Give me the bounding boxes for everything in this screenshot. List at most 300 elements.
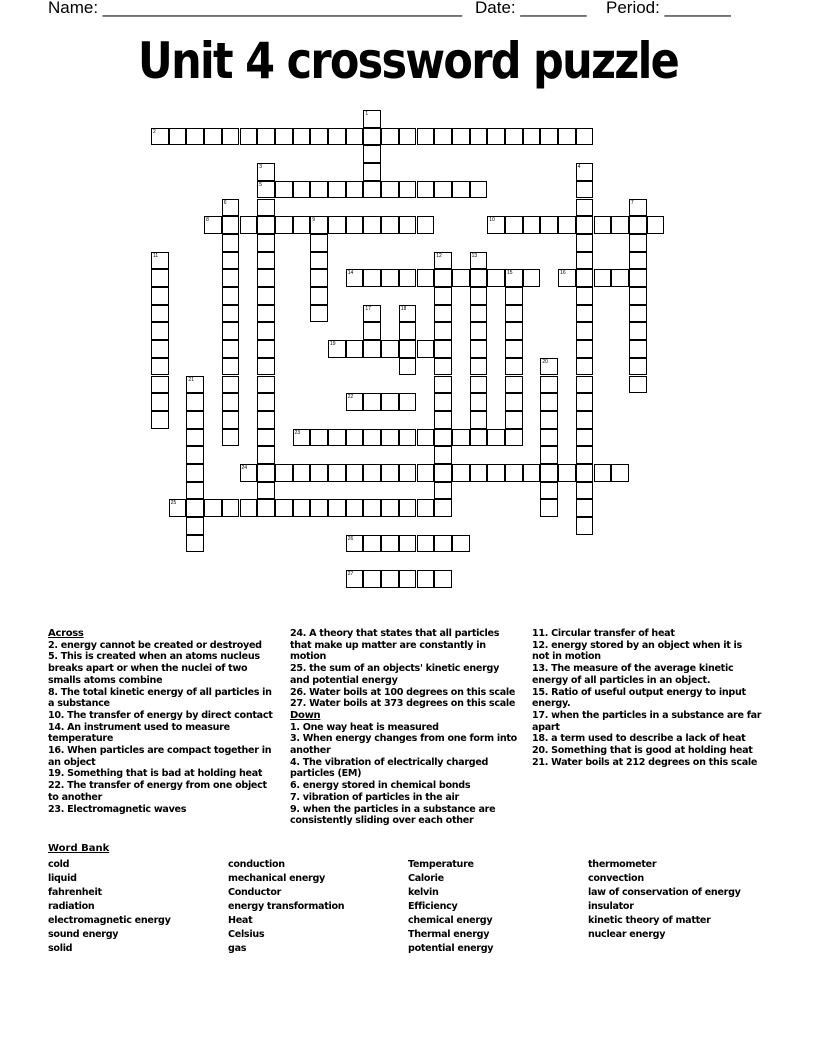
crossword-cell[interactable] bbox=[558, 464, 576, 482]
crossword-cell[interactable] bbox=[629, 322, 647, 340]
crossword-cell[interactable] bbox=[434, 376, 452, 394]
crossword-cell[interactable] bbox=[222, 199, 240, 217]
crossword-cell[interactable] bbox=[257, 393, 275, 411]
crossword-cell[interactable] bbox=[576, 358, 594, 376]
crossword-cell[interactable] bbox=[328, 464, 346, 482]
crossword-cell[interactable] bbox=[346, 340, 364, 358]
crossword-cell[interactable] bbox=[186, 446, 204, 464]
crossword-cell[interactable] bbox=[310, 181, 328, 199]
crossword-cell[interactable] bbox=[505, 287, 523, 305]
crossword-cell[interactable] bbox=[434, 411, 452, 429]
crossword-cell[interactable] bbox=[363, 216, 381, 234]
crossword-cell[interactable] bbox=[505, 393, 523, 411]
crossword-cell[interactable] bbox=[611, 216, 629, 234]
crossword-cell[interactable] bbox=[540, 482, 558, 500]
crossword-cell[interactable] bbox=[363, 393, 381, 411]
crossword-cell[interactable] bbox=[434, 499, 452, 517]
crossword-cell[interactable] bbox=[204, 216, 222, 234]
crossword-cell[interactable] bbox=[417, 499, 435, 517]
crossword-cell[interactable] bbox=[257, 181, 275, 199]
crossword-cell[interactable] bbox=[151, 358, 169, 376]
crossword-cell[interactable] bbox=[169, 499, 187, 517]
crossword-cell[interactable] bbox=[328, 128, 346, 146]
crossword-cell[interactable] bbox=[363, 305, 381, 323]
crossword-cell[interactable] bbox=[293, 181, 311, 199]
crossword-cell[interactable] bbox=[222, 411, 240, 429]
crossword-cell[interactable] bbox=[540, 128, 558, 146]
crossword-cell[interactable] bbox=[257, 234, 275, 252]
crossword-cell[interactable] bbox=[452, 181, 470, 199]
crossword-cell[interactable] bbox=[222, 340, 240, 358]
clue-number: 4 bbox=[577, 164, 581, 171]
crossword-cell[interactable] bbox=[470, 181, 488, 199]
crossword-cell[interactable] bbox=[558, 128, 576, 146]
crossword-cell[interactable] bbox=[487, 429, 505, 447]
crossword-cell[interactable] bbox=[151, 340, 169, 358]
crossword-cell[interactable] bbox=[363, 499, 381, 517]
crossword-cell[interactable] bbox=[186, 429, 204, 447]
crossword-cell[interactable] bbox=[169, 128, 187, 146]
crossword-cell[interactable] bbox=[399, 464, 417, 482]
down-clue: 17. when the particles in a substance are far apart bbox=[532, 709, 762, 733]
crossword-cell[interactable] bbox=[505, 429, 523, 447]
crossword-cell[interactable] bbox=[434, 570, 452, 588]
crossword-cell[interactable] bbox=[222, 287, 240, 305]
crossword-cell[interactable] bbox=[470, 393, 488, 411]
crossword-cell[interactable] bbox=[434, 464, 452, 482]
crossword-cell[interactable] bbox=[363, 181, 381, 199]
word-bank-item: nuclear energy bbox=[588, 929, 666, 940]
crossword-cell[interactable] bbox=[611, 269, 629, 287]
crossword-cell[interactable] bbox=[434, 322, 452, 340]
crossword-cell[interactable] bbox=[576, 482, 594, 500]
crossword-cell[interactable] bbox=[257, 305, 275, 323]
crossword-cell[interactable] bbox=[381, 340, 399, 358]
crossword-cell[interactable] bbox=[363, 163, 381, 181]
crossword-cell[interactable] bbox=[275, 128, 293, 146]
crossword-cell[interactable] bbox=[346, 464, 364, 482]
down-heading: Down bbox=[290, 709, 321, 721]
word-bank-column-1 bbox=[48, 858, 171, 956]
crossword-cell[interactable] bbox=[629, 252, 647, 270]
crossword-cell[interactable] bbox=[470, 287, 488, 305]
crossword-cell[interactable] bbox=[222, 358, 240, 376]
crossword-cell[interactable] bbox=[470, 358, 488, 376]
crossword-cell[interactable] bbox=[363, 110, 381, 128]
crossword-cell[interactable] bbox=[381, 181, 399, 199]
crossword-cell[interactable] bbox=[399, 358, 417, 376]
crossword-cell[interactable] bbox=[186, 464, 204, 482]
crossword-cell[interactable] bbox=[363, 145, 381, 163]
crossword-cell[interactable] bbox=[576, 269, 594, 287]
crossword-cell[interactable] bbox=[381, 269, 399, 287]
word-bank-item: liquid bbox=[48, 873, 77, 884]
crossword-cell[interactable] bbox=[540, 376, 558, 394]
crossword-cell[interactable] bbox=[346, 535, 364, 553]
crossword-cell[interactable] bbox=[629, 340, 647, 358]
crossword-cell[interactable] bbox=[293, 429, 311, 447]
crossword-cell[interactable] bbox=[222, 216, 240, 234]
crossword-cell[interactable] bbox=[257, 216, 275, 234]
word-bank-heading: Word Bank bbox=[48, 843, 110, 854]
crossword-cell[interactable] bbox=[417, 464, 435, 482]
crossword-cell[interactable] bbox=[346, 429, 364, 447]
crossword-cell[interactable] bbox=[186, 376, 204, 394]
crossword-cell[interactable] bbox=[310, 252, 328, 270]
clue-number: 5 bbox=[259, 181, 262, 188]
crossword-cell[interactable] bbox=[576, 181, 594, 199]
crossword-cell[interactable] bbox=[310, 429, 328, 447]
crossword-cell[interactable] bbox=[417, 128, 435, 146]
word-bank-item: conduction bbox=[228, 859, 285, 870]
crossword-cell[interactable] bbox=[381, 570, 399, 588]
crossword-cell[interactable] bbox=[240, 128, 258, 146]
crossword-cell[interactable] bbox=[293, 216, 311, 234]
crossword-cell[interactable] bbox=[647, 216, 665, 234]
crossword-cell[interactable] bbox=[434, 252, 452, 270]
crossword-cell[interactable] bbox=[417, 181, 435, 199]
crossword-cell[interactable] bbox=[363, 340, 381, 358]
crossword-cell[interactable] bbox=[310, 499, 328, 517]
crossword-cell[interactable] bbox=[434, 181, 452, 199]
crossword-cell[interactable] bbox=[576, 340, 594, 358]
crossword-cell[interactable] bbox=[328, 216, 346, 234]
crossword-cell[interactable] bbox=[470, 464, 488, 482]
crossword-cell[interactable] bbox=[310, 287, 328, 305]
crossword-cell[interactable] bbox=[381, 464, 399, 482]
crossword-cell[interactable] bbox=[434, 482, 452, 500]
clue-number: 15 bbox=[507, 270, 513, 277]
crossword-cell[interactable] bbox=[257, 340, 275, 358]
crossword-cell[interactable] bbox=[540, 429, 558, 447]
word-bank-item: fahrenheit bbox=[48, 887, 102, 898]
crossword-cell[interactable] bbox=[417, 535, 435, 553]
crossword-cell[interactable] bbox=[222, 128, 240, 146]
crossword-cell[interactable] bbox=[594, 216, 612, 234]
crossword-cell[interactable] bbox=[576, 252, 594, 270]
crossword-cell[interactable] bbox=[399, 181, 417, 199]
crossword-cell[interactable] bbox=[363, 269, 381, 287]
crossword-cell[interactable] bbox=[576, 199, 594, 217]
crossword-cell[interactable] bbox=[399, 216, 417, 234]
period-field[interactable]: Period: _______ bbox=[606, 0, 731, 17]
crossword-cell[interactable] bbox=[399, 340, 417, 358]
crossword-cell[interactable] bbox=[293, 499, 311, 517]
crossword-cell[interactable] bbox=[151, 252, 169, 270]
crossword-cell[interactable] bbox=[540, 358, 558, 376]
down-clue: 18. a term used to describe a lack of heat bbox=[532, 733, 746, 745]
crossword-cell[interactable] bbox=[470, 322, 488, 340]
crossword-cell[interactable] bbox=[434, 287, 452, 305]
crossword-cell[interactable] bbox=[240, 216, 258, 234]
crossword-cell[interactable] bbox=[540, 499, 558, 517]
crossword-cell[interactable] bbox=[293, 464, 311, 482]
word-bank-item: radiation bbox=[48, 901, 95, 912]
crossword-cell[interactable] bbox=[151, 376, 169, 394]
crossword-cell[interactable] bbox=[257, 482, 275, 500]
crossword-cell[interactable] bbox=[204, 499, 222, 517]
crossword-cell[interactable] bbox=[417, 570, 435, 588]
crossword-cell[interactable] bbox=[417, 340, 435, 358]
crossword-cell[interactable] bbox=[594, 464, 612, 482]
crossword-cell[interactable] bbox=[576, 376, 594, 394]
crossword-cell[interactable] bbox=[363, 535, 381, 553]
crossword-cell[interactable] bbox=[523, 464, 541, 482]
crossword-cell[interactable] bbox=[310, 464, 328, 482]
crossword-cell[interactable] bbox=[487, 269, 505, 287]
crossword-cell[interactable] bbox=[576, 287, 594, 305]
crossword-cell[interactable] bbox=[363, 464, 381, 482]
crossword-cell[interactable] bbox=[257, 322, 275, 340]
crossword-cell[interactable] bbox=[523, 269, 541, 287]
crossword-cell[interactable] bbox=[576, 464, 594, 482]
crossword-cell[interactable] bbox=[470, 429, 488, 447]
crossword-cell[interactable] bbox=[346, 128, 364, 146]
crossword-cell[interactable] bbox=[576, 305, 594, 323]
crossword-cell[interactable] bbox=[222, 376, 240, 394]
crossword-cell[interactable] bbox=[257, 163, 275, 181]
crossword-cell[interactable] bbox=[540, 446, 558, 464]
crossword-cell[interactable] bbox=[629, 358, 647, 376]
crossword-cell[interactable] bbox=[434, 340, 452, 358]
crossword-cell[interactable] bbox=[346, 393, 364, 411]
crossword-cell[interactable] bbox=[576, 517, 594, 535]
crossword-cell[interactable] bbox=[629, 199, 647, 217]
crossword-cell[interactable] bbox=[505, 216, 523, 234]
word-bank-item: solid bbox=[48, 943, 73, 954]
crossword-cell[interactable] bbox=[576, 499, 594, 517]
across-clue: 10. The transfer of energy by direct contact bbox=[48, 709, 273, 721]
crossword-cell[interactable] bbox=[629, 287, 647, 305]
crossword-cell[interactable] bbox=[505, 358, 523, 376]
crossword-cell[interactable] bbox=[399, 305, 417, 323]
crossword-cell[interactable] bbox=[186, 411, 204, 429]
crossword-cell[interactable] bbox=[363, 570, 381, 588]
crossword-cell[interactable] bbox=[381, 393, 399, 411]
crossword-cell[interactable] bbox=[222, 393, 240, 411]
crossword-cell[interactable] bbox=[434, 393, 452, 411]
crossword-cell[interactable] bbox=[310, 128, 328, 146]
crossword-cell[interactable] bbox=[363, 322, 381, 340]
crossword-cell[interactable] bbox=[151, 393, 169, 411]
crossword-cell[interactable] bbox=[452, 128, 470, 146]
crossword-cell[interactable] bbox=[257, 376, 275, 394]
crossword-cell[interactable] bbox=[434, 305, 452, 323]
crossword-cell[interactable] bbox=[346, 570, 364, 588]
crossword-cell[interactable] bbox=[328, 181, 346, 199]
crossword-cell[interactable] bbox=[629, 305, 647, 323]
crossword-cell[interactable] bbox=[523, 216, 541, 234]
crossword-cell[interactable] bbox=[186, 393, 204, 411]
crossword-cell[interactable] bbox=[186, 517, 204, 535]
crossword-cell[interactable] bbox=[629, 376, 647, 394]
clue-number: 20 bbox=[542, 358, 548, 365]
crossword-cell[interactable] bbox=[399, 393, 417, 411]
crossword-cell[interactable] bbox=[257, 199, 275, 217]
crossword-cell[interactable] bbox=[399, 535, 417, 553]
crossword-cell[interactable] bbox=[310, 305, 328, 323]
crossword-cell[interactable] bbox=[151, 411, 169, 429]
crossword-cell[interactable] bbox=[363, 429, 381, 447]
crossword-cell[interactable] bbox=[240, 464, 258, 482]
down-clue: 11. Circular transfer of heat bbox=[532, 628, 675, 639]
date-field[interactable]: Date: _______ bbox=[475, 0, 587, 17]
down-clue: 9. when the particles in a substance are consistently sliding over each other bbox=[290, 803, 496, 827]
crossword-cell[interactable] bbox=[257, 429, 275, 447]
crossword-cell[interactable] bbox=[558, 269, 576, 287]
name-field[interactable]: Name: ______________________________________ bbox=[48, 0, 463, 17]
crossword-cell[interactable] bbox=[381, 429, 399, 447]
crossword-cell[interactable] bbox=[222, 322, 240, 340]
crossword-cell[interactable] bbox=[505, 305, 523, 323]
crossword-cell[interactable] bbox=[434, 535, 452, 553]
crossword-cell[interactable] bbox=[505, 322, 523, 340]
crossword-cell[interactable] bbox=[417, 269, 435, 287]
crossword-cell[interactable] bbox=[222, 305, 240, 323]
crossword-cell[interactable] bbox=[381, 535, 399, 553]
crossword-cell[interactable] bbox=[399, 429, 417, 447]
crossword-cell[interactable] bbox=[470, 340, 488, 358]
crossword-cell[interactable] bbox=[505, 340, 523, 358]
crossword-cell[interactable] bbox=[505, 376, 523, 394]
crossword-cell[interactable] bbox=[186, 128, 204, 146]
crossword-cell[interactable] bbox=[257, 269, 275, 287]
crossword-cell[interactable] bbox=[576, 234, 594, 252]
crossword-cell[interactable] bbox=[257, 411, 275, 429]
crossword-cell[interactable] bbox=[257, 287, 275, 305]
word-bank-item: law of conservation of energy bbox=[588, 887, 741, 898]
crossword-cell[interactable] bbox=[470, 128, 488, 146]
crossword-cell[interactable] bbox=[576, 411, 594, 429]
crossword-cell[interactable] bbox=[505, 269, 523, 287]
crossword-cell[interactable] bbox=[452, 429, 470, 447]
crossword-cell[interactable] bbox=[257, 128, 275, 146]
crossword-cell[interactable] bbox=[487, 128, 505, 146]
crossword-cell[interactable] bbox=[363, 128, 381, 146]
crossword-cell[interactable] bbox=[576, 216, 594, 234]
crossword-cell[interactable] bbox=[257, 252, 275, 270]
crossword-cell[interactable] bbox=[505, 464, 523, 482]
crossword-cell[interactable] bbox=[222, 234, 240, 252]
crossword-cell[interactable] bbox=[222, 429, 240, 447]
crossword-cell[interactable] bbox=[293, 128, 311, 146]
crossword-cell[interactable] bbox=[470, 376, 488, 394]
crossword-cell[interactable] bbox=[186, 499, 204, 517]
clue-column-2 bbox=[290, 628, 518, 827]
crossword-cell[interactable] bbox=[576, 429, 594, 447]
crossword-cell[interactable] bbox=[222, 269, 240, 287]
crossword-cell[interactable] bbox=[346, 181, 364, 199]
crossword-cell[interactable] bbox=[275, 499, 293, 517]
crossword-cell[interactable] bbox=[487, 216, 505, 234]
crossword-cell[interactable] bbox=[151, 322, 169, 340]
crossword-cell[interactable] bbox=[151, 305, 169, 323]
crossword-cell[interactable] bbox=[470, 252, 488, 270]
crossword-cell[interactable] bbox=[540, 411, 558, 429]
crossword-cell[interactable] bbox=[505, 411, 523, 429]
crossword-cell[interactable] bbox=[240, 499, 258, 517]
crossword-cell[interactable] bbox=[275, 464, 293, 482]
crossword-cell[interactable] bbox=[629, 216, 647, 234]
crossword-cell[interactable] bbox=[576, 163, 594, 181]
clue-number: 25 bbox=[170, 500, 177, 507]
crossword-cell[interactable] bbox=[452, 269, 470, 287]
crossword-cell[interactable] bbox=[399, 269, 417, 287]
crossword-cell[interactable] bbox=[611, 464, 629, 482]
crossword-cell[interactable] bbox=[576, 393, 594, 411]
crossword-cell[interactable] bbox=[434, 429, 452, 447]
crossword-cell[interactable] bbox=[151, 269, 169, 287]
crossword-cell[interactable] bbox=[594, 269, 612, 287]
crossword-cell[interactable] bbox=[204, 128, 222, 146]
crossword-cell[interactable] bbox=[222, 252, 240, 270]
crossword-cell[interactable] bbox=[629, 234, 647, 252]
crossword-cell[interactable] bbox=[399, 322, 417, 340]
crossword-cell[interactable] bbox=[257, 358, 275, 376]
crossword-cell[interactable] bbox=[381, 499, 399, 517]
crossword-cell[interactable] bbox=[452, 464, 470, 482]
crossword-cell[interactable] bbox=[381, 216, 399, 234]
crossword-cell[interactable] bbox=[310, 216, 328, 234]
crossword-cell[interactable] bbox=[328, 340, 346, 358]
crossword-cell[interactable] bbox=[576, 446, 594, 464]
crossword-cell[interactable] bbox=[505, 128, 523, 146]
crossword-cell[interactable] bbox=[257, 499, 275, 517]
crossword-cell[interactable] bbox=[452, 535, 470, 553]
crossword-cell[interactable] bbox=[328, 429, 346, 447]
crossword-cell[interactable] bbox=[629, 269, 647, 287]
crossword-cell[interactable] bbox=[470, 269, 488, 287]
crossword-cell[interactable] bbox=[434, 269, 452, 287]
crossword-cell[interactable] bbox=[381, 128, 399, 146]
crossword-cell[interactable] bbox=[417, 216, 435, 234]
crossword-cell[interactable] bbox=[151, 287, 169, 305]
crossword-cell[interactable] bbox=[470, 305, 488, 323]
crossword-cell[interactable] bbox=[275, 181, 293, 199]
crossword-cell[interactable] bbox=[523, 128, 541, 146]
crossword-cell[interactable] bbox=[222, 499, 240, 517]
crossword-cell[interactable] bbox=[434, 128, 452, 146]
crossword-cell[interactable] bbox=[470, 411, 488, 429]
crossword-cell[interactable] bbox=[399, 128, 417, 146]
crossword-cell[interactable] bbox=[540, 464, 558, 482]
crossword-cell[interactable] bbox=[186, 535, 204, 553]
crossword-cell[interactable] bbox=[540, 216, 558, 234]
crossword-cell[interactable] bbox=[257, 464, 275, 482]
crossword-cell[interactable] bbox=[346, 269, 364, 287]
crossword-cell[interactable] bbox=[434, 446, 452, 464]
crossword-cell[interactable] bbox=[346, 499, 364, 517]
crossword-cell[interactable] bbox=[540, 393, 558, 411]
across-heading: Across bbox=[48, 628, 84, 639]
crossword-cell[interactable] bbox=[310, 269, 328, 287]
crossword-cell[interactable] bbox=[576, 128, 594, 146]
crossword-cell[interactable] bbox=[558, 216, 576, 234]
crossword-cell[interactable] bbox=[487, 464, 505, 482]
crossword-cell[interactable] bbox=[275, 216, 293, 234]
crossword-cell[interactable] bbox=[399, 570, 417, 588]
crossword-cell[interactable] bbox=[151, 128, 169, 146]
crossword-cell[interactable] bbox=[399, 499, 417, 517]
crossword-cell[interactable] bbox=[328, 499, 346, 517]
crossword-cell[interactable] bbox=[186, 482, 204, 500]
crossword-cell[interactable] bbox=[310, 234, 328, 252]
crossword-cell[interactable] bbox=[257, 446, 275, 464]
crossword-cell[interactable] bbox=[346, 216, 364, 234]
crossword-cell[interactable] bbox=[417, 429, 435, 447]
crossword-cell[interactable] bbox=[576, 322, 594, 340]
crossword-cell[interactable] bbox=[434, 358, 452, 376]
